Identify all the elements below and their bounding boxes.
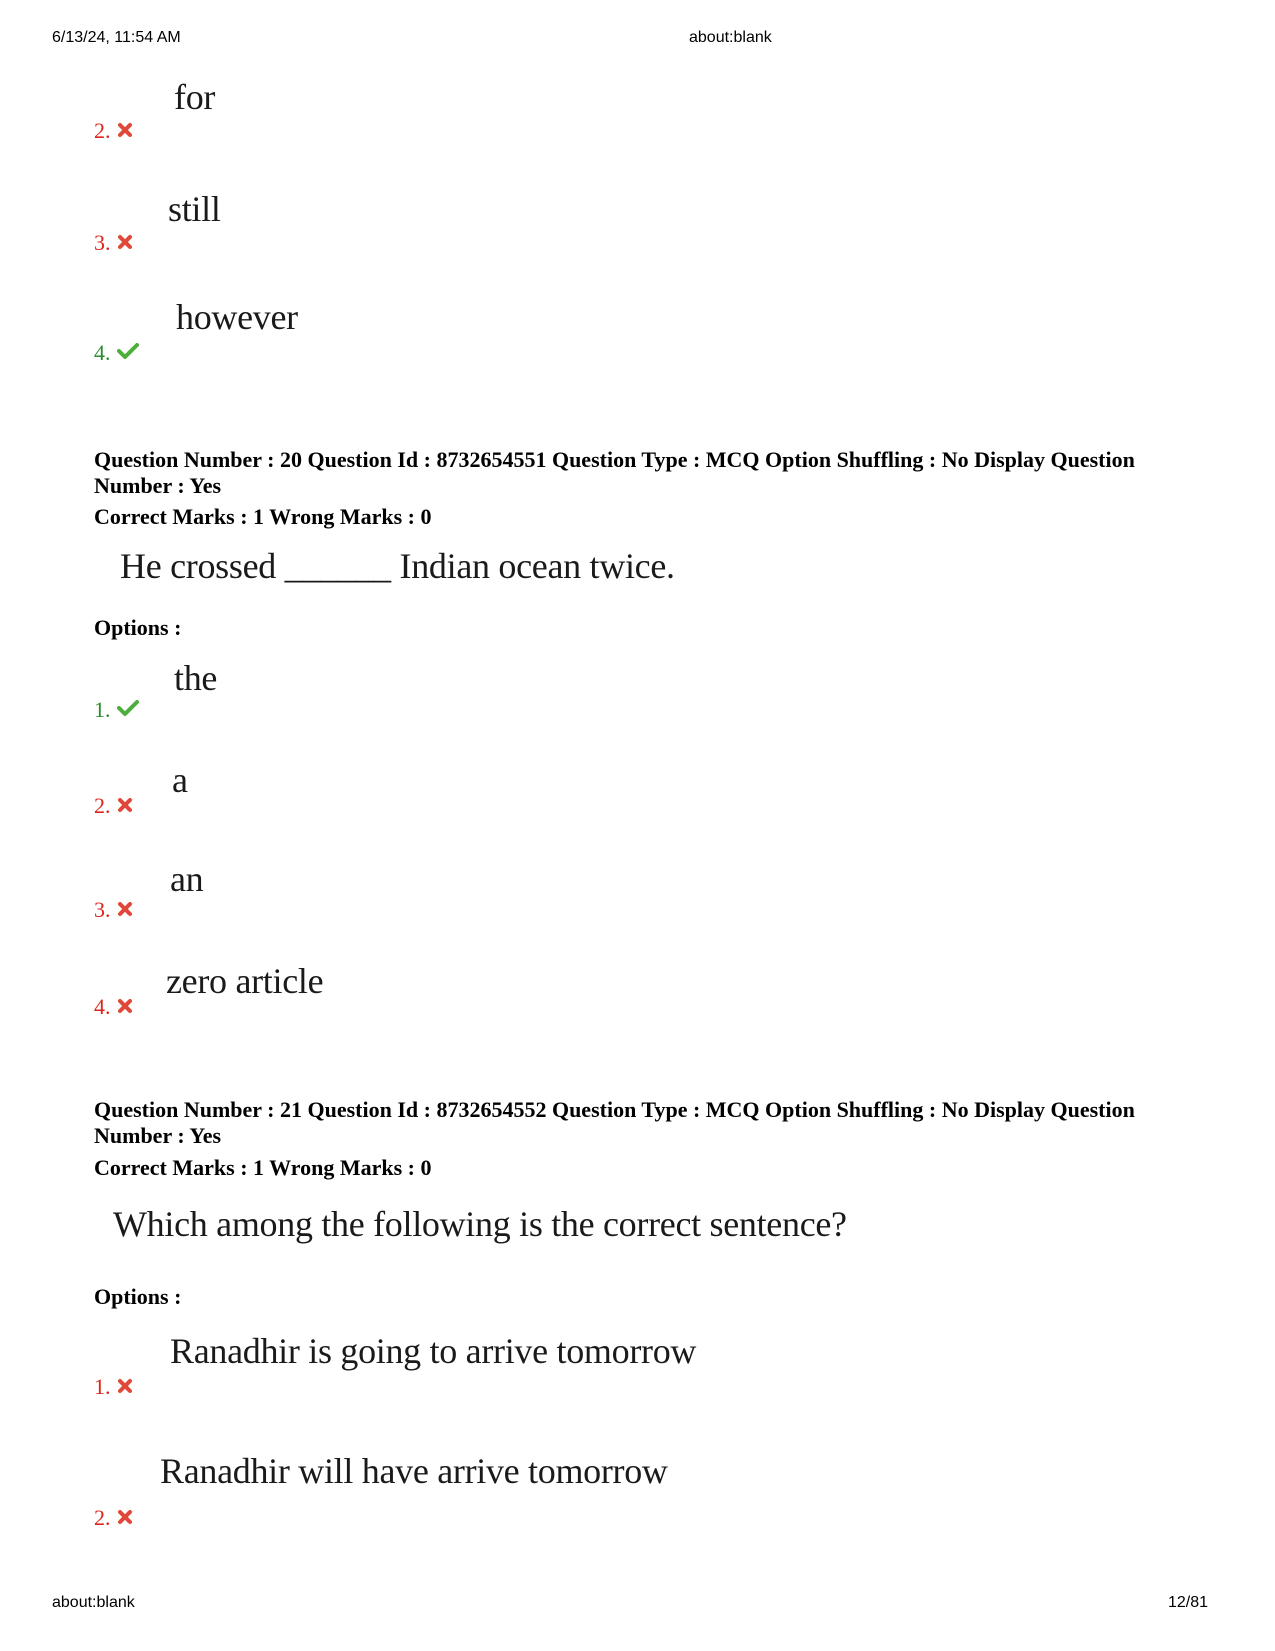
option-text: for [174, 77, 216, 117]
print-url-header: about:blank [689, 29, 772, 46]
option-text: a [172, 760, 188, 800]
option-number: 4. [94, 994, 133, 1020]
option-number: 2. [94, 118, 133, 144]
cross-mark-icon [117, 118, 133, 144]
cross-mark-icon [117, 793, 133, 819]
question-stem: He crossed ______ Indian ocean twice. [120, 546, 675, 586]
option-number: 3. [94, 230, 133, 256]
option-number: 1. [94, 697, 139, 723]
option-text: however [176, 297, 298, 337]
option-number: 2. [94, 793, 133, 819]
option-text: Ranadhir is going to arrive tomorrow [170, 1331, 697, 1371]
question-marks: Correct Marks : 1 Wrong Marks : 0 [94, 504, 432, 529]
cross-mark-icon [117, 994, 133, 1020]
check-mark-icon [117, 697, 139, 723]
question-meta: Question Number : 20 Question Id : 8732654551 Question Type : MCQ Option Shuffling : No Display Question Number : Yes [94, 447, 1135, 498]
option-text: an [170, 859, 204, 899]
option-text: still [168, 189, 221, 229]
options-label: Options : [94, 1284, 182, 1309]
question-meta: Question Number : 21 Question Id : 8732654552 Question Type : MCQ Option Shuffling : No Display Question Number : Yes [94, 1097, 1135, 1148]
question-marks: Correct Marks : 1 Wrong Marks : 0 [94, 1155, 432, 1180]
page-number: 12/81 [1168, 1594, 1209, 1611]
cross-mark-icon [117, 897, 133, 923]
option-number: 2. [94, 1505, 133, 1531]
check-mark-icon [117, 340, 139, 366]
option-number: 3. [94, 897, 133, 923]
option-text: zero article [166, 961, 324, 1001]
option-number: 4. [94, 340, 139, 366]
question-stem: Which among the following is the correct sentence? [113, 1204, 847, 1244]
print-url-footer: about:blank [52, 1594, 135, 1611]
cross-mark-icon [117, 1374, 133, 1400]
print-datetime: 6/13/24, 11:54 AM [52, 29, 181, 46]
cross-mark-icon [117, 1505, 133, 1531]
options-label: Options : [94, 615, 182, 640]
option-text: the [174, 658, 218, 698]
option-number: 1. [94, 1374, 133, 1400]
cross-mark-icon [117, 230, 133, 256]
option-text: Ranadhir will have arrive tomorrow [160, 1451, 668, 1491]
